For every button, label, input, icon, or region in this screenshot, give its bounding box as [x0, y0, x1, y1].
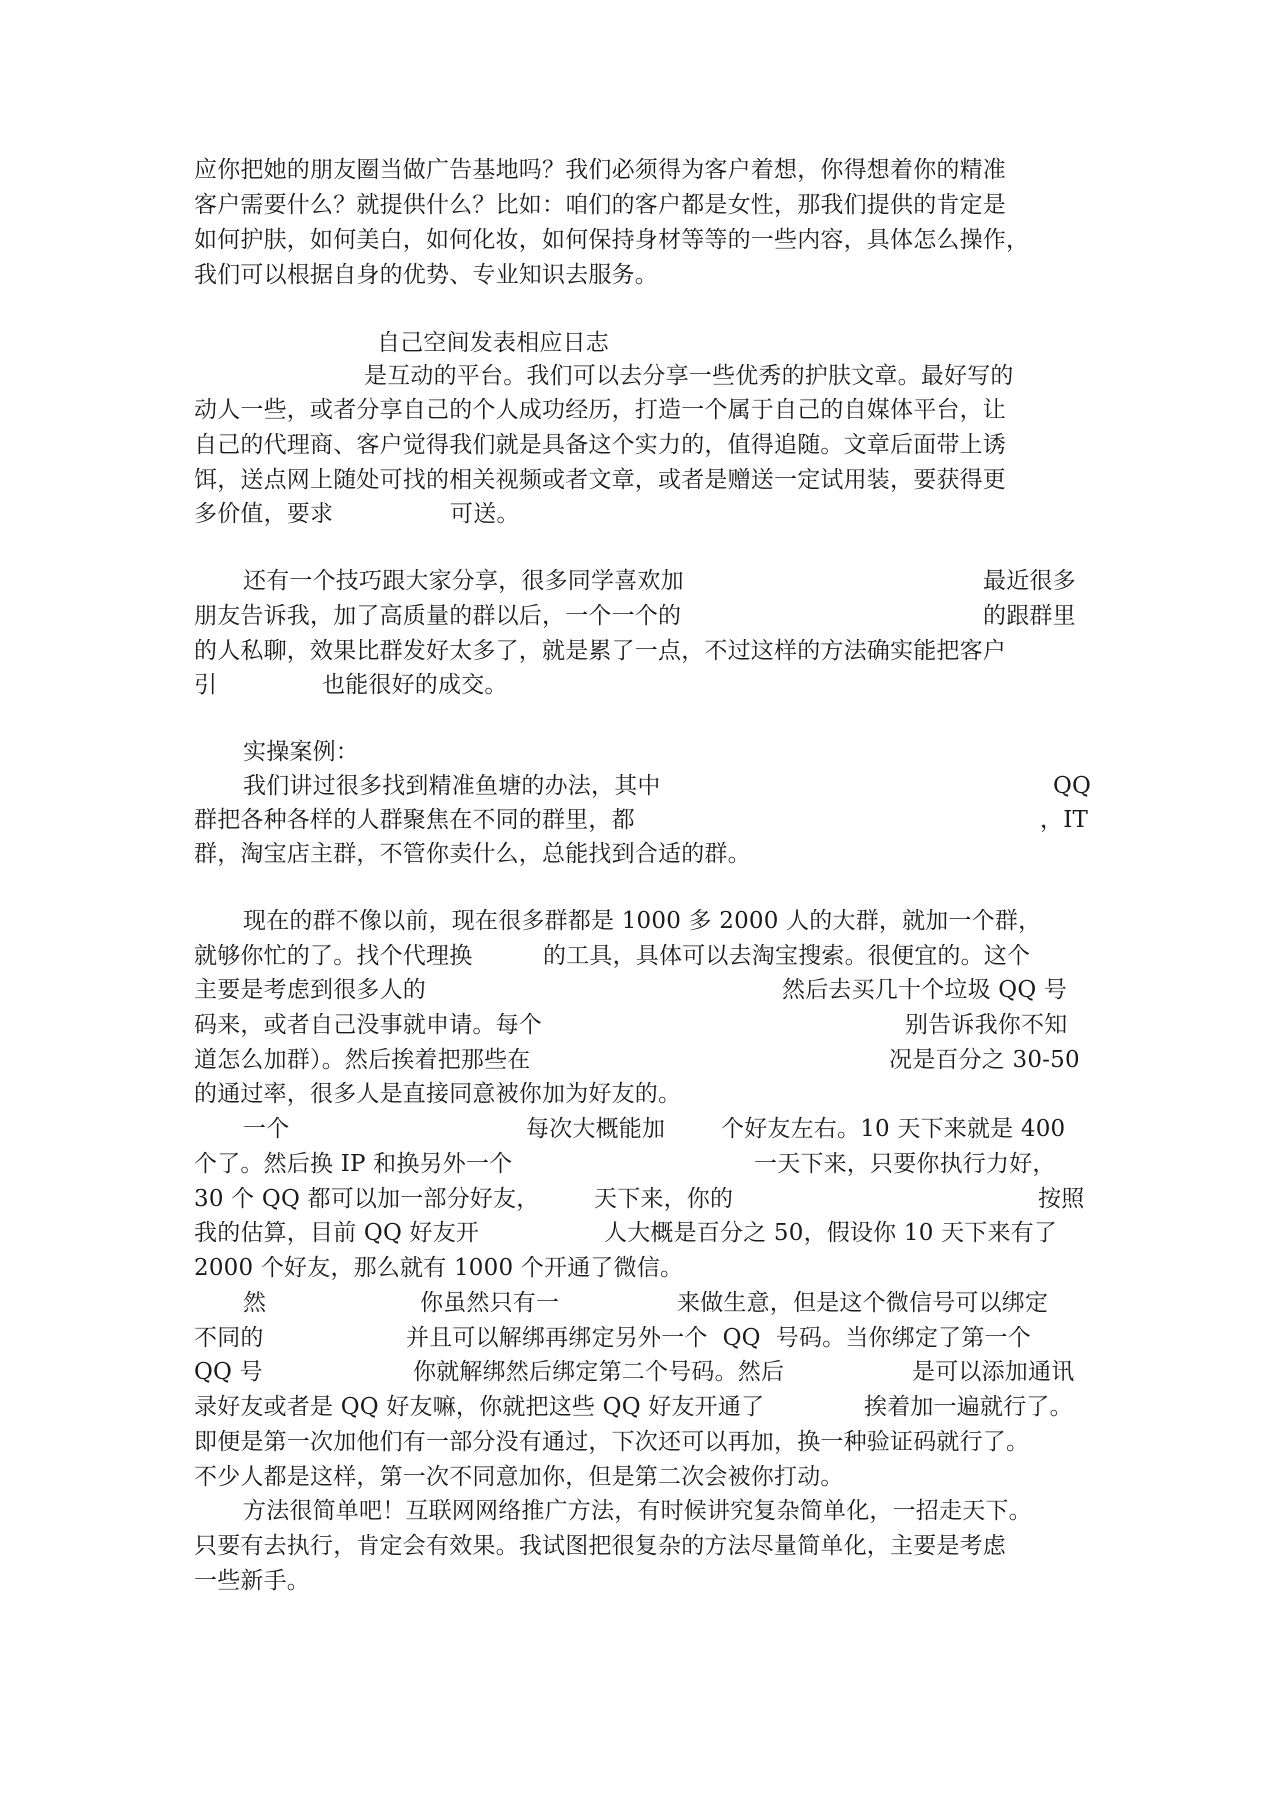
text-line: 一个: [243, 1116, 290, 1142]
text-line: 码来，或者自己没事就申请。每个: [194, 1012, 542, 1038]
text-line: 的跟群里: [983, 603, 1076, 629]
text-line: 现在的群不像以前，现在很多群都是 1000 多 2000 人的大群，就加一个群，: [243, 908, 1042, 934]
text-line: 自己空间发表相应日志: [377, 330, 609, 356]
text-line: 一些新手。: [194, 1568, 310, 1594]
text-line: 个了。然后换 IP 和换另外一个: [194, 1151, 513, 1177]
text-line: 2000 个好友，那么就有 1000 个开通了微信。: [194, 1255, 684, 1281]
text-line: 我的估算，目前 QQ 好友开: [194, 1220, 480, 1246]
text-line: 也能很好的成交。: [322, 672, 508, 698]
text-line: QQ: [1053, 773, 1092, 799]
text-line: 主要是考虑到很多人的: [194, 977, 426, 1003]
text-line: 30 个 QQ 都可以加一部分好友，: [194, 1186, 540, 1212]
text-line: 是互动的平台。我们可以去分享一些优秀的护肤文章。最好写的: [364, 363, 1014, 389]
text-line: 来做生意，但是这个微信号可以绑定: [677, 1290, 1049, 1316]
text-line: 你就解绑然后绑定第二个号码。然后: [413, 1359, 785, 1385]
text-line: 可送。: [450, 501, 520, 527]
section-heading: 实操案例：: [243, 739, 359, 765]
text-line: 并且可以解绑再绑定另外一个 QQ 号码。当你绑定了第一个: [406, 1325, 1031, 1351]
text-line: 天下来，你的: [594, 1186, 734, 1212]
text-line: 一天下来，只要你执行力好，: [754, 1151, 1056, 1177]
text-line: 按照: [1038, 1186, 1085, 1212]
text-line: 人大概是百分之 50，假设你 10 天下来有了: [604, 1220, 1058, 1246]
text-line: 录好友或者是 QQ 好友嘛，你就把这些 QQ 好友开通了: [194, 1394, 765, 1420]
text-line: 我们讲过很多找到精准鱼塘的办法，其中: [243, 773, 661, 799]
text-line: 别告诉我你不知: [905, 1012, 1068, 1038]
text-line: 然: [243, 1290, 267, 1316]
text-line: 多价值，要求: [194, 501, 334, 527]
text-line: 引: [194, 672, 218, 698]
text-line: 群把各种各样的人群聚焦在不同的群里，都: [194, 807, 635, 833]
text-line: 的工具，具体可以去淘宝搜索。很便宜的。这个: [543, 943, 1031, 969]
text-line: 应你把她的朋友圈当做广告基地吗？我们必须得为客户着想，你得想着你的精准: [194, 157, 1006, 183]
text-line: 挨着加一遍就行了。: [864, 1394, 1073, 1420]
text-line: 最近很多: [983, 568, 1076, 594]
text-line: 况是百分之 30-50: [889, 1047, 1080, 1073]
text-line: 群，淘宝店主群，不管你卖什么，总能找到合适的群。: [194, 841, 751, 867]
text-line: 动人一些，或者分享自己的个人成功经历，打造一个属于自己的自媒体平台，让: [194, 397, 1006, 423]
text-line: 是可以添加通讯: [912, 1359, 1075, 1385]
text-line: 即便是第一次加他们有一部分没有通过，下次还可以再加，换一种验证码就行了。: [194, 1429, 1030, 1455]
text-line: QQ 号: [194, 1359, 263, 1385]
text-line: 你虽然只有一: [420, 1290, 560, 1316]
text-line: 不同的: [194, 1325, 264, 1351]
text-line: ，IT: [1040, 807, 1089, 833]
text-line: 的通过率，很多人是直接同意被你加为好友的。: [194, 1081, 682, 1107]
text-line: 就够你忙的了。找个代理换: [194, 943, 473, 969]
text-line: 如何护肤，如何美白，如何化妆，如何保持身材等等的一些内容，具体怎么操作，: [194, 227, 1030, 253]
text-line: 自己的代理商、客户觉得我们就是具备这个实力的，值得追随。文章后面带上诱: [194, 432, 1006, 458]
text-line: 只要有去执行，肯定会有效果。我试图把很复杂的方法尽量简单化，主要是考虑: [194, 1533, 1006, 1559]
text-line: 个好友左右。10 天下来就是 400: [721, 1116, 1066, 1142]
text-line: 还有一个技巧跟大家分享，很多同学喜欢加: [243, 568, 684, 594]
text-line: 然后去买几十个垃圾 QQ 号: [782, 977, 1068, 1003]
text-line: 饵，送点网上随处可找的相关视频或者文章，或者是赠送一定试用装，要获得更: [194, 467, 1006, 493]
text-line: 方法很简单吧！互联网网络推广方法，有时候讲究复杂简单化，一招走天下。: [243, 1498, 1032, 1524]
text-line: 的人私聊，效果比群发好太多了，就是累了一点，不过这样的方法确实能把客户: [194, 638, 1006, 664]
text-line: 道怎么加群）。然后挨着把那些在: [194, 1047, 531, 1073]
text-line: 不少人都是这样，第一次不同意加你，但是第二次会被你打动。: [194, 1464, 844, 1490]
text-line: 我们可以根据自身的优势、专业知识去服务。: [194, 262, 658, 288]
text-line: 每次大概能加: [526, 1116, 666, 1142]
text-line: 客户需要什么？就提供什么？比如：咱们的客户都是女性，那我们提供的肯定是: [194, 192, 1006, 218]
text-line: 朋友告诉我，加了高质量的群以后，一个一个的: [194, 603, 682, 629]
